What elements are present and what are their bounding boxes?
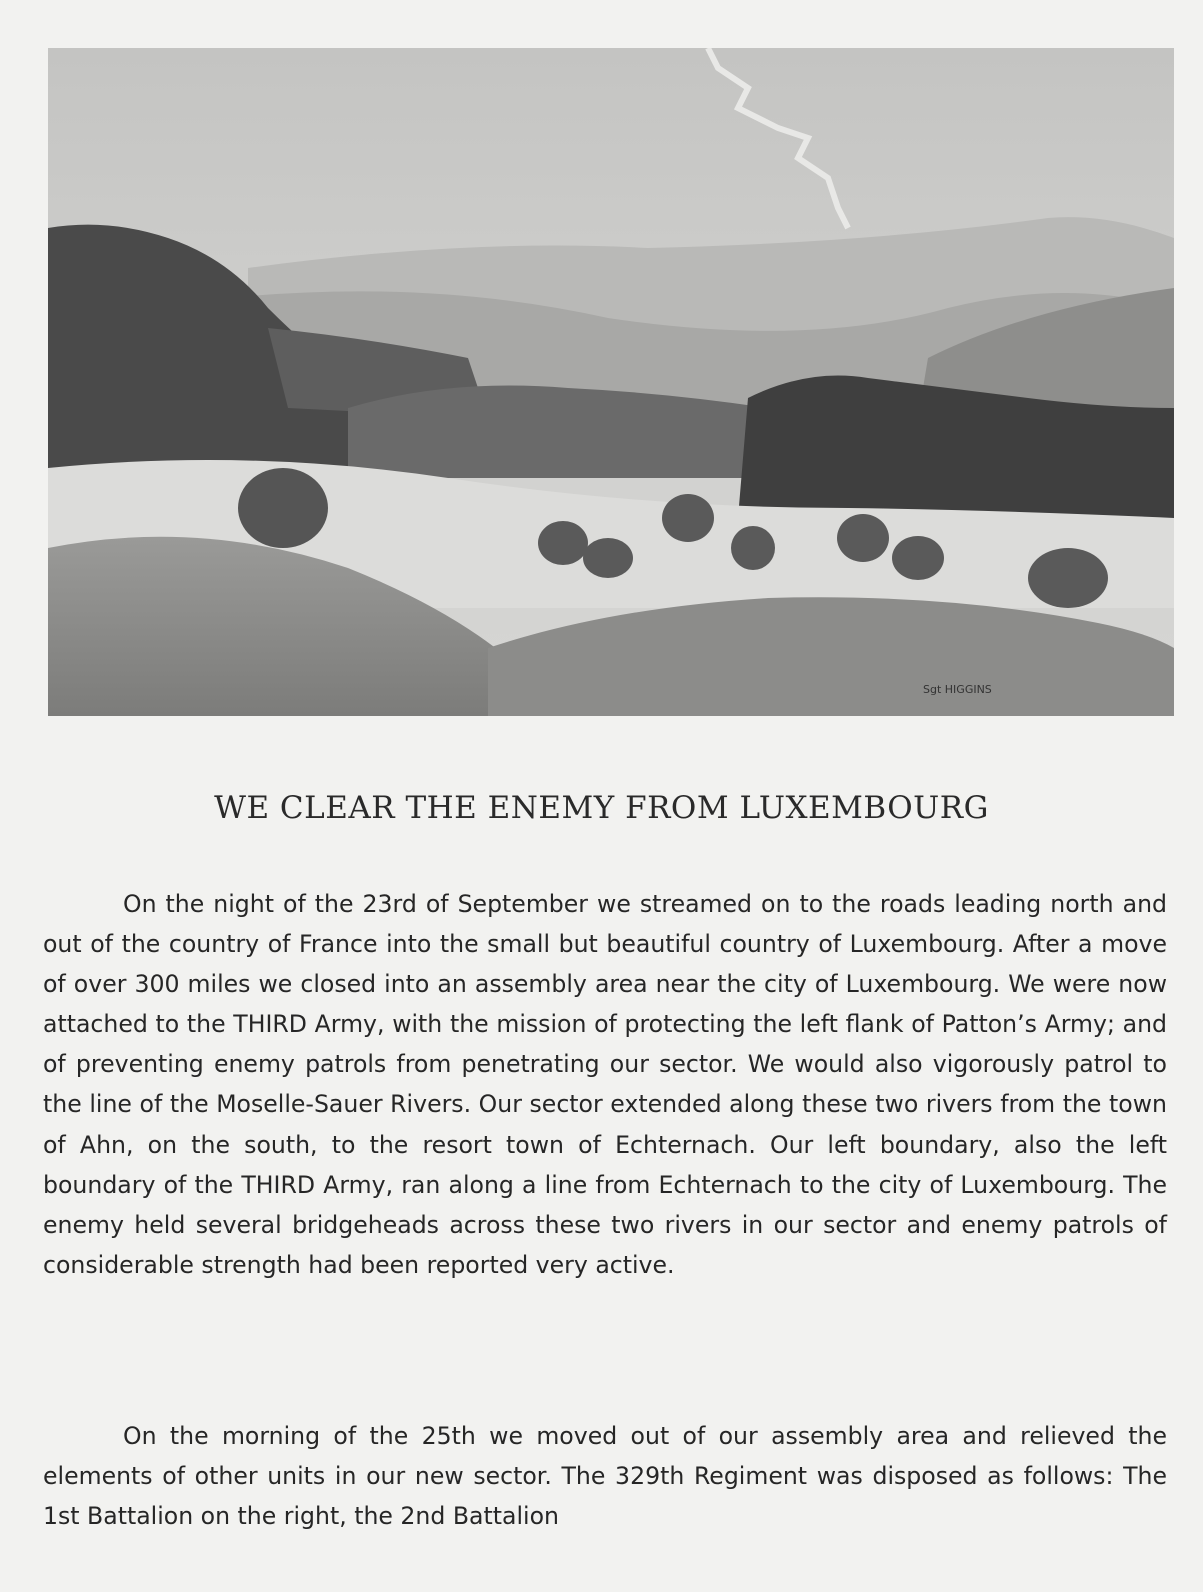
paragraph-1-text: On the night of the 23rd of September we streamed on to the roads leading north and out of the country of France into the small but beautiful country of Luxembourg. After a move of over 300 miles we closed into an assembly area near the city of Luxembourg. We were now attached to the THIRD Army, with the mission of protecting the left flank of Patton’s Army; and of preventing enemy patrols from penetrating our sector. We would also vigorously patrol to the line of the Moselle-Sauer Rivers. Our sector extended along these two rivers from the town of Ahn, on the south, to the resort town of Echternach. Our left boundary, also the left boundary of the THIRD Army, ran along a line from Echternach to the city of Luxembourg. The enemy held several bridgeheads across these two rivers in our sector and enemy patrols of considerable strength had been reported very active. bbox=[43, 890, 1167, 1279]
artist-signature: Sgt HIGGINS bbox=[923, 683, 992, 696]
foreground-bush bbox=[238, 468, 328, 548]
paragraph-1 bbox=[43, 884, 1167, 1285]
article-title: WE CLEAR THE ENEMY FROM LUXEMBOURG bbox=[214, 790, 989, 826]
watercolor-landscape bbox=[48, 48, 1174, 716]
paragraph-2-text: On the morning of the 25th we moved out of our assembly area and relieved the elements of other units in our new sector. The 329th Regiment was disposed as follows: The 1st Battalion on the right, the 2nd Battalion bbox=[43, 1422, 1167, 1531]
landscape-illustration bbox=[48, 48, 1174, 716]
paragraph-2 bbox=[43, 1416, 1167, 1536]
